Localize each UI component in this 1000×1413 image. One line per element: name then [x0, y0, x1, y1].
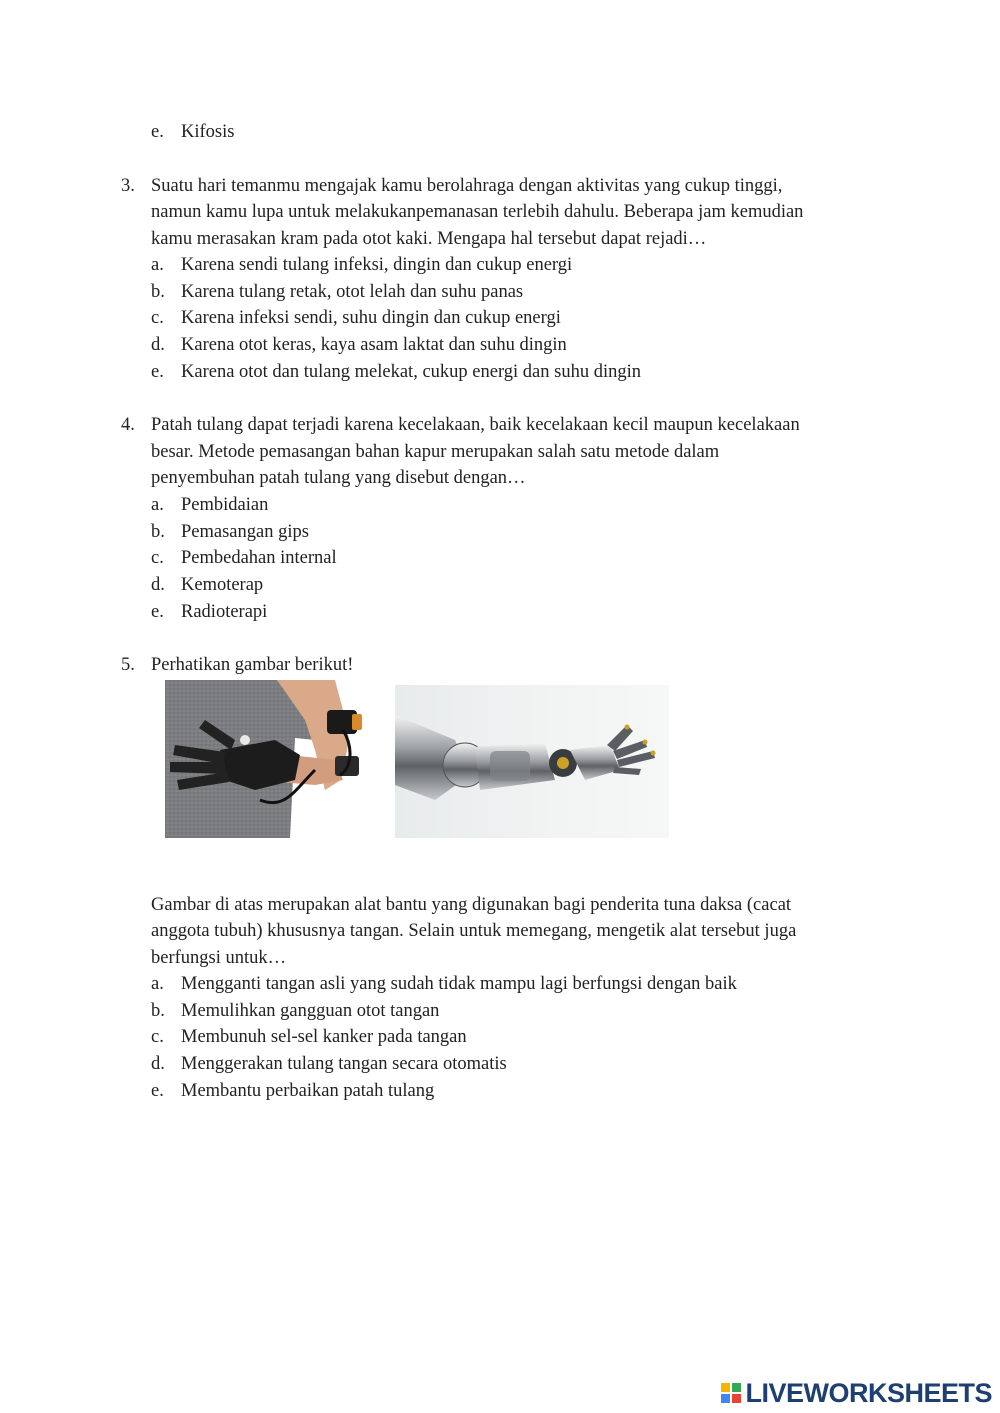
- question-5-line-2: Gambar di atas merupakan alat bantu yang digunakan bagi penderita tuna daksa (cacat: [151, 895, 792, 915]
- liveworksheets-logo-text: LIVEWORKSHEETS: [745, 1377, 992, 1408]
- question-3-option-b[interactable]: b. Karena tulang retak, otot lelah dan suhu panas: [151, 282, 524, 302]
- question-5-line-4: berfungsi untuk…: [151, 948, 287, 968]
- question-3-option-a[interactable]: a. Karena sendi tulang infeksi, dingin dan cukup energi: [151, 255, 573, 275]
- option-e-prev: e. Kifosis: [151, 122, 235, 142]
- liveworksheets-logo-icon: [721, 1383, 741, 1403]
- question-3-number: 3.: [121, 176, 135, 196]
- question-3-option-d[interactable]: d. Karena otot keras, kaya asam laktat dan suhu dingin: [151, 335, 567, 355]
- question-5-line-3: anggota tubuh) khususnya tangan. Selain untuk memegang, mengetik alat tersebut juga: [151, 921, 797, 941]
- question-3-line-2: namun kamu lupa untuk melakukanpemanasan terlebih dahulu. Beberapa jam kemudian: [151, 202, 804, 222]
- robotic-arm-image: [395, 685, 669, 838]
- robotic-arm-illustration: [395, 685, 669, 838]
- question-5-option-d[interactable]: d. Menggerakan tulang tangan secara otomatis: [151, 1054, 507, 1074]
- robotic-glove-illustration: [165, 680, 367, 838]
- question-4-number: 4.: [121, 415, 135, 435]
- question-3-line-1: Suatu hari temanmu mengajak kamu berolahraga dengan aktivitas yang cukup tinggi,: [151, 176, 783, 196]
- question-4-line-3: penyembuhan patah tulang yang disebut dengan…: [151, 468, 526, 488]
- question-4-line-2: besar. Metode pemasangan bahan kapur merupakan salah satu metode dalam: [151, 442, 720, 462]
- question-4-option-e[interactable]: e. Radioterapi: [151, 602, 268, 622]
- question-5-option-e[interactable]: e. Membantu perbaikan patah tulang: [151, 1081, 435, 1101]
- question-4-option-d[interactable]: d. Kemoterap: [151, 575, 264, 595]
- question-5-number: 5.: [121, 655, 135, 675]
- question-4-line-1: Patah tulang dapat terjadi karena kecelakaan, baik kecelakaan kecil maupun kecelakaan: [151, 415, 800, 435]
- question-5-line-1: Perhatikan gambar berikut!: [151, 655, 354, 675]
- robotic-glove-image: [165, 680, 367, 838]
- question-3-line-3: kamu merasakan kram pada otot kaki. Mengapa hal tersebut dapat rejadi…: [151, 229, 707, 249]
- question-3-option-c[interactable]: c. Karena infeksi sendi, suhu dingin dan cukup energi: [151, 308, 561, 328]
- question-3-option-e[interactable]: e. Karena otot dan tulang melekat, cukup energi dan suhu dingin: [151, 362, 641, 382]
- question-4-option-c[interactable]: c. Pembedahan internal: [151, 548, 337, 568]
- question-5-option-a[interactable]: a. Mengganti tangan asli yang sudah tidak mampu lagi berfungsi dengan baik: [151, 974, 737, 994]
- question-4-option-b[interactable]: b. Pemasangan gips: [151, 522, 309, 542]
- question-5-option-c[interactable]: c. Membunuh sel-sel kanker pada tangan: [151, 1027, 467, 1047]
- question-5-option-b[interactable]: b. Memulihkan gangguan otot tangan: [151, 1001, 440, 1021]
- liveworksheets-logo[interactable]: [721, 1378, 992, 1408]
- question-4-option-a[interactable]: a. Pembidaian: [151, 495, 269, 515]
